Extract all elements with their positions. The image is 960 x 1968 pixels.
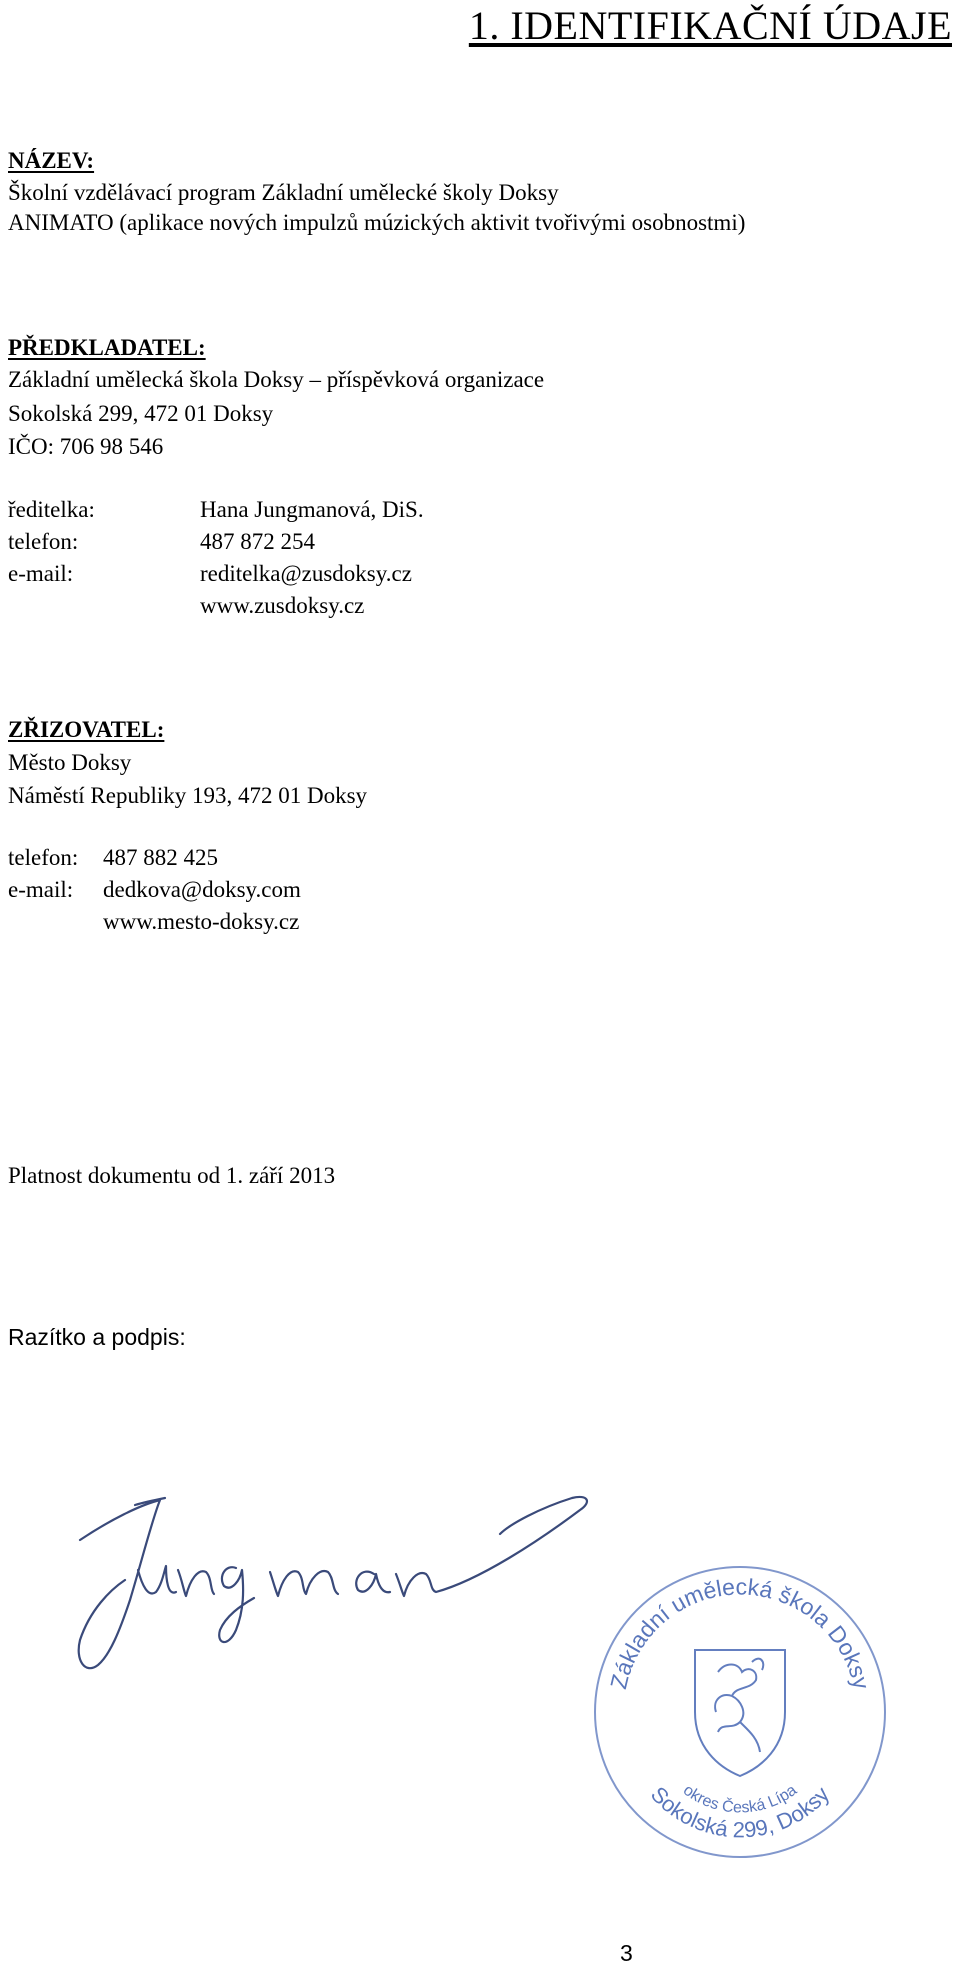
zrizovatel-phone-label: telefon: [8, 845, 79, 870]
coat-of-arms-icon [695, 1650, 785, 1776]
zrizovatel-line-1: Město Doksy [8, 750, 132, 775]
section-heading-zrizovatel: ZŘIZOVATEL: [8, 717, 165, 742]
director-label: ředitelka: [8, 497, 95, 522]
stamp-outer-text: Základní umělecká škola Doksy [605, 1573, 875, 1692]
zrizovatel-phone-value: 487 882 425 [103, 845, 218, 870]
nazev-line-2: ANIMATO (aplikace nových impulzů múzických aktivit tvořivými osobnostmi) [8, 210, 746, 235]
zrizovatel-line-2: Náměstí Republiky 193, 472 01 Doksy [8, 783, 368, 808]
section-heading-predkladatel: PŘEDKLADATEL: [8, 335, 206, 360]
predkladatel-email-value: reditelka@zusdoksy.cz [200, 561, 412, 586]
predkladatel-ico: IČO: 706 98 546 [8, 434, 164, 459]
predkladatel-email-label: e-mail: [8, 561, 74, 586]
handwritten-signature [40, 1480, 600, 1680]
page-title: 1. IDENTIFIKAČNÍ ÚDAJE [468, 3, 952, 48]
nazev-line-1: Školní vzdělávací program Základní umělecké školy Doksy [8, 180, 559, 205]
zrizovatel-email-value: dedkova@doksy.com [103, 877, 301, 902]
school-round-stamp [590, 1562, 890, 1862]
section-heading-nazev: NÁZEV: [8, 148, 95, 173]
stamp-inner-text-top: okres Česká Lípa [679, 1781, 801, 1817]
predkladatel-phone-value: 487 872 254 [200, 529, 315, 554]
validity-text: Platnost dokumentu od 1. září 2013 [8, 1163, 336, 1188]
stamp-signature-label: Razítko a podpis: [8, 1324, 186, 1350]
predkladatel-line-1: Základní umělecká škola Doksy – příspěvková organizace [8, 367, 545, 392]
predkladatel-web-value: www.zusdoksy.cz [200, 593, 365, 618]
zrizovatel-web-value: www.mesto-doksy.cz [103, 909, 300, 934]
stamp-inner-text-bottom: Sokolská 299, Doksy [645, 1781, 835, 1843]
predkladatel-phone-label: telefon: [8, 529, 79, 554]
predkladatel-line-2: Sokolská 299, 472 01 Doksy [8, 401, 274, 426]
zrizovatel-email-label: e-mail: [8, 877, 74, 902]
director-value: Hana Jungmanová, DiS. [200, 497, 424, 522]
page-number: 3 [620, 1940, 633, 1966]
svg-text:Základní umělecká škola Doksy [605, 1573, 875, 1691]
